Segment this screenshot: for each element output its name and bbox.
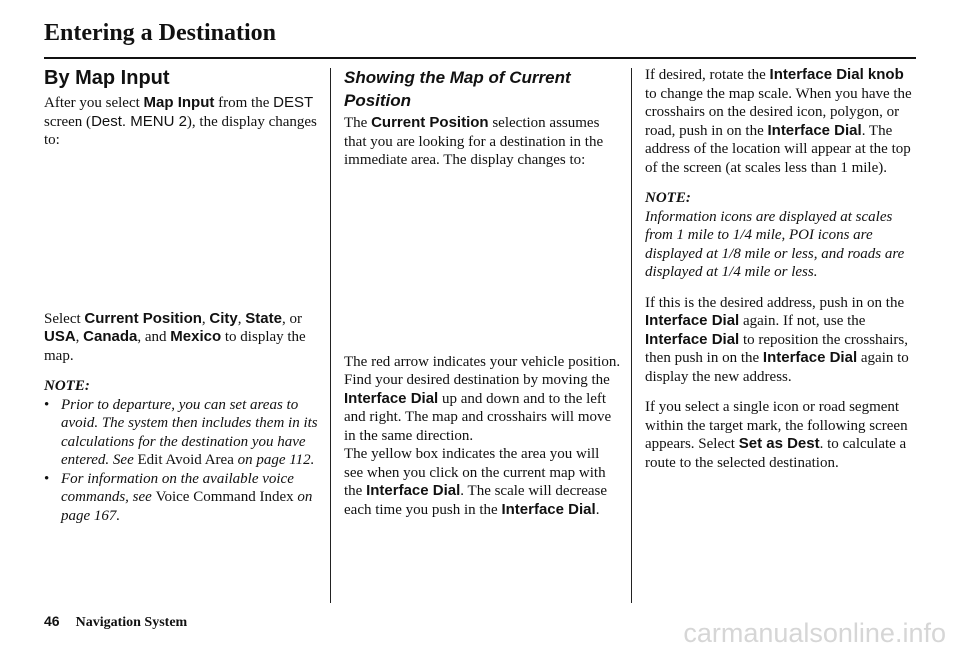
note-label: NOTE:	[645, 190, 691, 206]
paragraph: After you select Map Input from the DEST screen (Dest. MENU 2), the display changes to:	[44, 94, 317, 148]
page-title: Entering a Destination	[44, 20, 277, 46]
paragraph: The Current Position selection assumes that you are looking for a destination in the immediate area. The display changes to:	[344, 114, 604, 168]
list-item: • For information on the available voice commands, see Voice Command Index on page 167.	[44, 470, 318, 526]
note-label: NOTE:	[44, 378, 90, 394]
paragraph: If this is the desired address, push in on the Interface Dial again. If not, use the Interface Dial to reposition the crosshairs, then push in on the Interface Dial again to display the new address.	[645, 294, 909, 385]
section-heading-current-position: Showing the Map of Current Position	[344, 68, 571, 110]
page-footer	[44, 613, 187, 631]
note-list	[44, 396, 318, 526]
screen-image-placeholder	[344, 170, 622, 353]
column-divider	[330, 68, 331, 603]
section-heading-map-input: By Map Input	[44, 67, 170, 89]
paragraph: Select Current Position, City, State, or USA, Canada, and Mexico to display the map.	[44, 309, 306, 364]
paragraph: If desired, rotate the Interface Dial knob to change the map scale. When you have the crosshairs on the desired icon, polygon, or road, push in on the Interface Dial. The address of the location will appear at the top of the screen (at scales less than 1 mile).	[645, 66, 912, 176]
cross-reference-link[interactable]: Edit Avoid Area	[137, 452, 234, 468]
paragraph: The red arrow indicates your vehicle position. Find your desired destination by moving the Interface Dial up and down and to the left and right. The map and crosshairs will move in the same direction.	[344, 353, 621, 444]
column-3	[645, 66, 915, 472]
column-2	[344, 66, 622, 519]
screen-image-placeholder	[44, 150, 318, 310]
title-rule	[44, 57, 916, 59]
paragraph: The yellow box indicates the area you will see when you click on the current map with the Interface Dial. The scale will decrease each time you push in the Interface Dial.	[344, 446, 608, 518]
column-divider	[631, 68, 632, 603]
paragraph: If you select a single icon or road segment within the target mark, the following screen appears. Select Set as Dest. to calculate a route to the selected destination.	[645, 399, 908, 471]
column-1	[44, 66, 318, 525]
note-text: Information icons are displayed at scales from 1 mile to 1/4 mile, POI icons are displayed at 1/8 mile or less, and roads are displayed at 1/4 mile or less.	[645, 208, 905, 280]
page-number: 46	[44, 613, 60, 629]
watermark: carmanualsonline.info	[683, 618, 946, 648]
footer-label: Navigation System	[75, 615, 188, 630]
cross-reference-link[interactable]: Voice Command Index	[155, 489, 294, 505]
list-item: • Prior to departure, you can set areas to avoid. The system then includes them in its calculations for the destination you have entered. See Edit Avoid Area on page 112.	[44, 396, 318, 470]
